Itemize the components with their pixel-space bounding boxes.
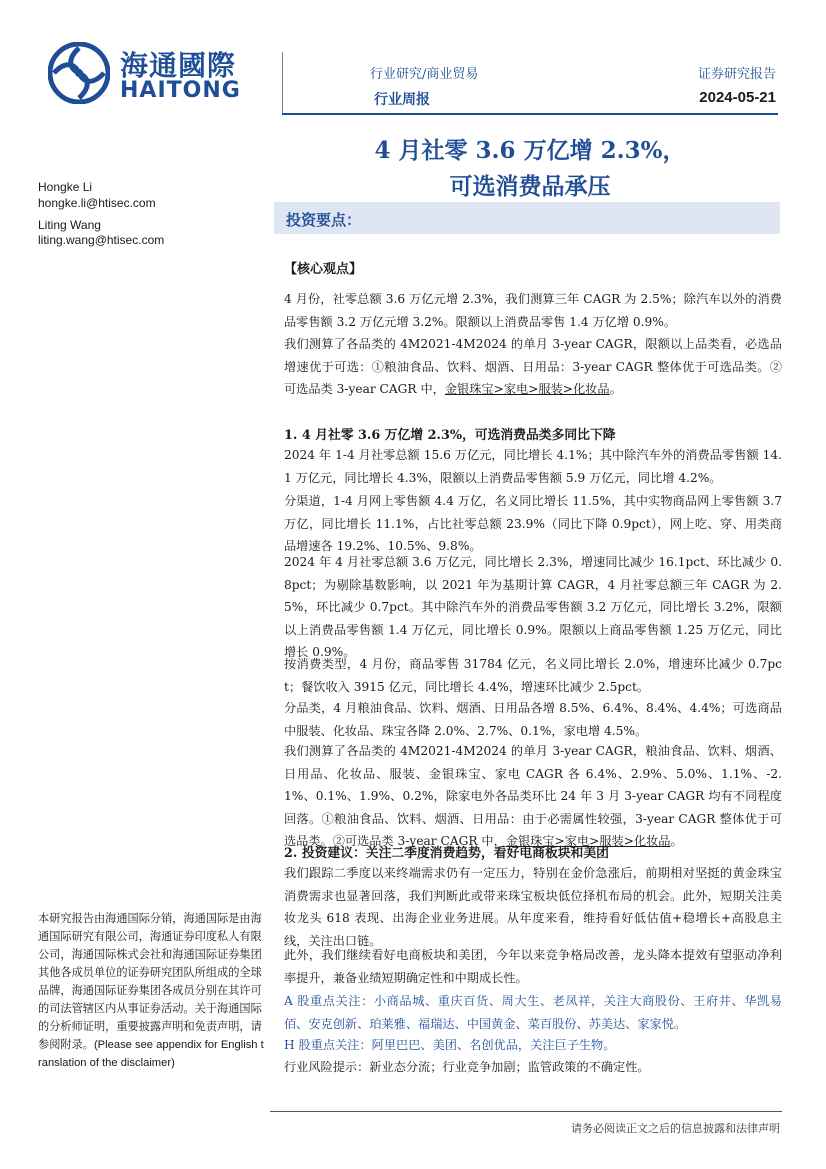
a-share-focus: A 股重点关注：小商品城、重庆百货、周大生、老凤祥，关注大商股份、王府井、华凯易佰、安克创新、珀莱雅、福瑞达、中国黄金、菜百股份、苏美达、家家悦。: [284, 994, 782, 1031]
ranking-underlined: 金银珠宝>家电>服装>化妆品: [505, 834, 671, 848]
body-paragraph: 分品类，4 月粮油食品、饮料、烟酒、日用品各增 8.5%、6.4%、8.4%、4.4%；可选商品中服装、化妆品、珠宝各降 2.0%、2.7%、0.1%，家电增 4.5%。: [284, 701, 782, 738]
section-heading: 1. 4 月社零 3.6 万亿增 2.3%，可选消费品类多同比下降: [284, 428, 616, 443]
report-title-line1: 4 月社零 3.6 万亿增 2.3%，: [374, 137, 686, 164]
author-name: Liting Wang: [38, 218, 101, 232]
author-email[interactable]: liting.wang@htisec.com: [38, 233, 165, 247]
body-paragraph: 按消费类型，4 月份，商品零售 31784 亿元，名义同比增长 2.0%，增速环比减少 0.7pct；餐饮收入 3915 亿元，同比增长 4.4%，增速环比减少 2.5pct。: [284, 657, 782, 694]
brand-name-cn: 海通國際: [120, 49, 237, 82]
body-paragraph: 2024 年 1-4 月社零总额 15.6 万亿元，同比增长 4.1%；其中除汽车外的消费品零售额 14.1 万亿元，同比增长 4.3%，限额以上消费品零售额 5.9 万亿元，同比增 4.2%。: [284, 448, 782, 485]
author-name: Hongke Li: [38, 180, 93, 194]
core-paragraph: 我们测算了各品类的 4M2021-4M2024 的单月 3-year CAGR，限额以上品类看，必选品增速优于可选：①粮油食品、饮料、烟酒、日用品：3-year CAGR 整体优于可选品类。②可选品类 3-year CAGR 中，金银珠宝>家电>服装>化妆品。: [284, 337, 782, 396]
report-category: 行业研究/商业贸易: [370, 67, 479, 82]
core-paragraph: 4 月份，社零总额 3.6 万亿元增 2.3%，我们测算三年 CAGR 为 2.5%；除汽车以外的消费品零售额 3.2 万亿元增 3.2%。限额以上消费品零售 1.4 万亿增 0.9%。: [284, 292, 782, 329]
risk-warning: 行业风险提示：新业态分流；行业竞争加剧；监管政策的不确定性。: [284, 1060, 650, 1074]
report-type: 行业周报: [374, 92, 430, 108]
haitong-logo-icon: [48, 42, 110, 104]
body-paragraph: 此外，我们继续看好电商板块和美团，今年以来竞争格局改善，龙头降本提效有望驱动净利率提升，兼备业绩短期确定性和中期成长性。: [284, 948, 782, 985]
body-paragraph: 我们测算了各品类的 4M2021-4M2024 的单月 3-year CAGR，粮油食品、饮料、烟酒、日用品、化妆品、服装、金银珠宝、家电 CAGR 各 6.4%、2.9%、5.0%、1.1%、-2.1%、0.1%、1.9%、0.2%，除家电外各品类环比 24 年 3 月 3-year CAGR 均有不同程度回落。①粮油食品、饮料、烟酒、日用品：由于必需属性较强，3-year CAGR 整体优于可选品类。②可选品类 3-year CAGR 中，金银珠宝>家电>服装>化妆品。: [284, 744, 782, 848]
footer-note: 请务必阅读正文之后的信息披露和法律声明: [571, 1122, 780, 1135]
author-email[interactable]: hongke.li@htisec.com: [38, 196, 156, 210]
section-heading: 2. 投资建议：关注二季度消费趋势，看好电商板块和美团: [284, 846, 609, 861]
body-paragraph: 2024 年 4 月社零总额 3.6 万亿元，同比增长 2.3%，增速同比减少 16.1pct、环比减少 0.8pct；为剔除基数影响，以 2021 年为基期计算 CAGR，4 月社零总额三年 CAGR 为 2.5%，环比减少 0.7pct。其中除汽车外的消费品零售额 3.2 万亿元，同比增长 3.2%，限额以上消费品零售额 1.4 万亿元，同比增长 0.9%。限额以上商品零售额 1.25 万亿元，同比增长 0.9%。: [284, 555, 782, 659]
section-header-label: 投资要点：: [286, 211, 362, 229]
h-share-focus: H 股重点关注：阿里巴巴、美团、名创优品，关注巨子生物。: [284, 1038, 616, 1052]
header-rule: [282, 113, 778, 115]
brand-name-en: HAITONG: [120, 78, 241, 103]
report-label: 证券研究报告: [697, 67, 776, 82]
body-paragraph: 分渠道，1-4 月网上零售额 4.4 万亿，名义同比增长 11.5%，其中实物商品网上零售额 3.7 万亿，同比增长 11.1%，占比社零总额 23.9%（同比下降 0.9pct），网上吃、穿、用类商品增速各 19.2%、10.5%、9.8%。: [284, 494, 782, 553]
report-title-line2: 可选消费品承压: [449, 173, 611, 200]
section-header: [274, 202, 780, 234]
disclaimer: 本研究报告由海通国际分销，海通国际是由海通国际研究有限公司，海通证券印度私人有限公司，海通国际株式会社和海通国际证券集团其他各成员单位的证券研究团队所组成的全球品牌，海通国际证券集团各成员分别在其许可的司法管辖区内从事证券活动。关于海通国际的分析师证明，重要披露声明和免责声明，请参阅附录。(Please see appendix for English translation of the disclaimer): [38, 912, 264, 1069]
body-paragraph: 我们跟踪二季度以来终端需求仍有一定压力，特别在金价急涨后，前期相对坚挺的黄金珠宝消费需求也显著回落，我们判断此或带来珠宝板块低位择机布局的机会。此外，短期关注美妆龙头 618 表现、出海企业业务进展。从年度来看，维持看好低估值+稳增长+高股息主线，关注出口链。: [284, 866, 782, 948]
core-view-label: 【核心观点】: [284, 262, 363, 277]
ranking-underlined: 金银珠宝>家电>服装>化妆品: [444, 382, 610, 396]
report-date: 2024-05-21: [699, 89, 776, 106]
header-divider: [282, 52, 283, 114]
disclaimer-english-note: (Please see appendix for English translation of the disclaimer): [38, 1039, 264, 1069]
footer-rule: [270, 1111, 782, 1112]
